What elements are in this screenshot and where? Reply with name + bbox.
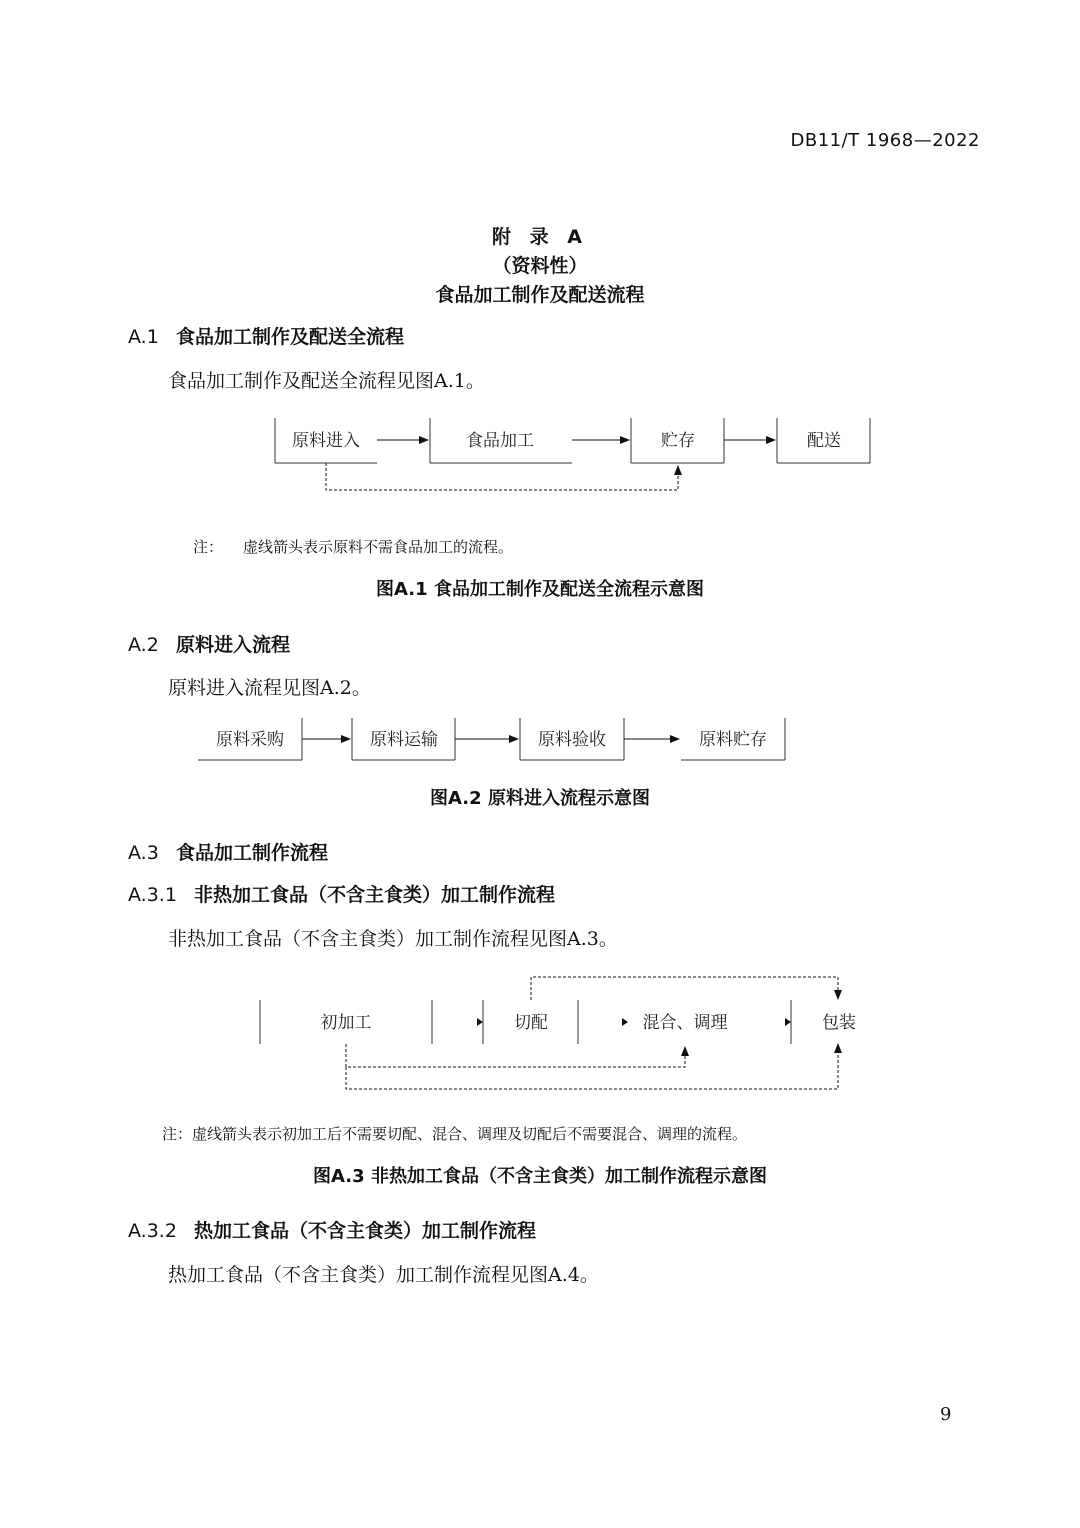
flow-node (520, 718, 624, 760)
figure-a1-note-text: 虚线箭头表示原料不需食品加工的流程。 (243, 538, 514, 556)
figure-a3-caption: 图A.3 非热加工食品（不含主食类）加工制作流程示意图 (313, 1166, 767, 1187)
figure-a2-caption: 图A.2 原料进入流程示意图 (430, 788, 650, 809)
figure-a3 (260, 977, 856, 1089)
flow-arrow (785, 1018, 791, 1026)
section-a2-heading (128, 630, 290, 657)
section-a32-text: 热加工食品（不含主食类）加工制作流程见图A.4。 (168, 1264, 599, 1286)
flow-node-label: 贮存 (661, 431, 695, 451)
flow-arrow (477, 1018, 483, 1026)
flow-node (631, 418, 724, 463)
flow-node-label: 包装 (822, 1013, 856, 1033)
flow-arrow (622, 1018, 628, 1026)
section-a31-text: 非热加工食品（不含主食类）加工制作流程见图A.3。 (168, 928, 618, 950)
flow-node-label: 原料贮存 (699, 730, 767, 750)
figure-a3-note: 注：虚线箭头表示初加工后不需要切配、混合、调理及切配后不需要混合、调理的流程。 (162, 1125, 748, 1143)
section-a1-text: 食品加工制作及配送全流程见图A.1。 (168, 370, 485, 392)
flow-node-label: 原料验收 (538, 730, 606, 750)
figure-a2 (198, 718, 785, 760)
section-number: A.3.1 (128, 884, 177, 906)
section-title: 食品加工制作及配送全流程 (176, 326, 405, 348)
annex-type: （资料性） (492, 255, 588, 277)
figure-a1-caption: 图A.1 食品加工制作及配送全流程示意图 (376, 579, 704, 600)
flow-node (275, 418, 377, 463)
section-title: 食品加工制作流程 (176, 842, 329, 864)
flow-node-label: 食品加工 (466, 431, 534, 451)
flow-node (198, 718, 302, 760)
figure-a1 (275, 418, 870, 490)
section-a2-text: 原料进入流程见图A.2。 (168, 677, 371, 699)
dashed-bypass-arrow (531, 977, 838, 1000)
section-title: 原料进入流程 (176, 634, 291, 656)
flow-node-label: 原料进入 (292, 431, 360, 451)
annex-label: 附 录 A (492, 226, 588, 248)
section-a3-heading (128, 838, 328, 865)
flow-node (777, 418, 870, 463)
flow-node-label: 混合、调理 (642, 1013, 728, 1033)
dashed-bypass-arrow (346, 1044, 685, 1067)
flow-node-label: 初加工 (320, 1013, 372, 1033)
section-title: 非热加工食品（不含主食类）加工制作流程 (194, 884, 556, 906)
flow-node (430, 418, 572, 463)
flow-node-label: 切配 (514, 1013, 548, 1033)
flow-node-label: 原料采购 (216, 730, 284, 750)
page-number: 9 (940, 1404, 952, 1425)
section-title: 热加工食品（不含主食类）加工制作流程 (194, 1220, 537, 1242)
standard-number: DB11/T 1968—2022 (790, 130, 980, 151)
flow-node (352, 718, 455, 760)
section-a31-heading (128, 880, 555, 907)
flow-node (681, 718, 785, 760)
section-number: A.2 (128, 634, 159, 656)
section-number: A.3.2 (128, 1220, 177, 1242)
annex-title: 食品加工制作及配送流程 (435, 284, 645, 306)
figure-a1-note-label: 注： (193, 538, 224, 556)
flow-node-label: 原料运输 (370, 730, 438, 750)
flow-node-label: 配送 (807, 431, 841, 451)
section-number: A.1 (128, 326, 159, 348)
dashed-bypass-arrow (326, 463, 678, 490)
section-number: A.3 (128, 842, 159, 864)
section-a32-heading (128, 1216, 536, 1243)
